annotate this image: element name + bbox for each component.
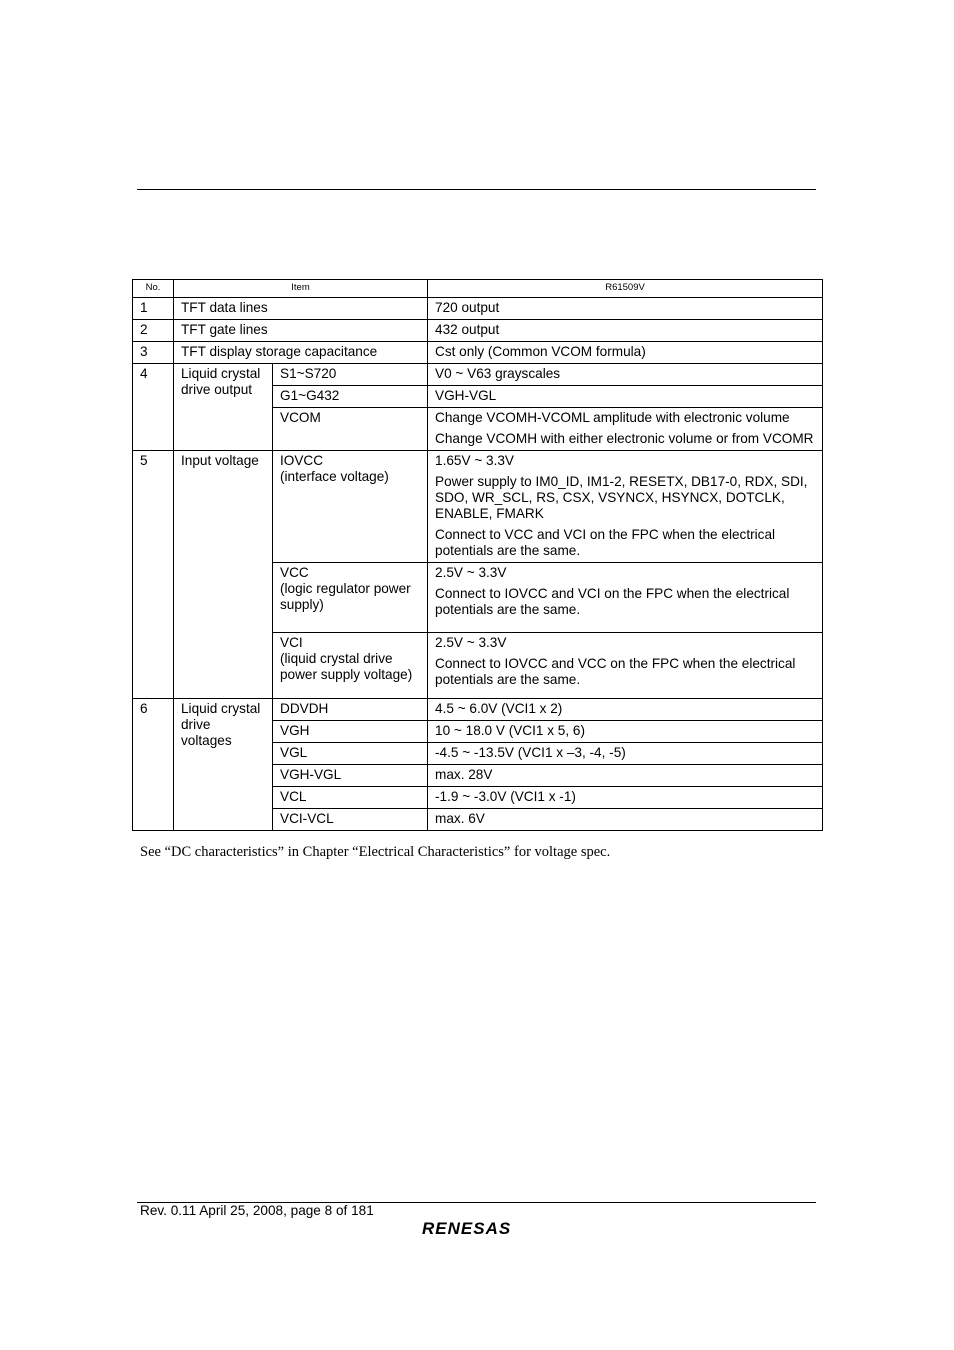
value-line: 2.5V ~ 3.3V <box>435 635 507 650</box>
sub-item-cell: S1~S720 <box>273 364 428 386</box>
value-cell: -4.5 ~ -13.5V (VCI1 x –3, -4, -5) <box>428 743 823 765</box>
row-number: 4 <box>133 364 174 451</box>
row-number: 1 <box>133 298 174 320</box>
table-row <box>133 298 823 320</box>
header-item: Item <box>174 280 428 298</box>
header-no: No. <box>133 280 174 298</box>
value-cell <box>428 408 823 451</box>
header-r61509v: R61509V <box>428 280 823 298</box>
table-header-row <box>133 280 823 298</box>
value-line: Change VCOMH with either electronic volume or from VCOMR <box>435 431 814 446</box>
value-line: 2.5V ~ 3.3V <box>435 565 507 580</box>
sub-item-cell: VCOM <box>273 408 428 451</box>
item-cell: TFT gate lines <box>174 320 428 342</box>
row-number: 2 <box>133 320 174 342</box>
value-cell: 4.5 ~ 6.0V (VCI1 x 2) <box>428 699 823 721</box>
sub-item-cell <box>273 451 428 563</box>
row-number: 6 <box>133 699 174 831</box>
item-cell: TFT display storage capacitance <box>174 342 428 364</box>
value-cell: Cst only (Common VCOM formula) <box>428 342 823 364</box>
row-number: 3 <box>133 342 174 364</box>
sub-item-cell: VCI-VCL <box>273 809 428 831</box>
sub-item-cell: DDVDH <box>273 699 428 721</box>
header-rule <box>137 189 816 190</box>
sub-item-cell: G1~G432 <box>273 386 428 408</box>
sub-item-cell: VGL <box>273 743 428 765</box>
value-line: Connect to VCC and VCI on the FPC when the electrical potentials are the same. <box>435 527 776 558</box>
item-cell: Input voltage <box>174 451 273 699</box>
table-row <box>133 364 823 386</box>
sub-item-cell <box>273 563 428 633</box>
value-cell: 10 ~ 18.0 V (VCI1 x 5, 6) <box>428 721 823 743</box>
value-cell <box>428 563 823 633</box>
value-line: Connect to IOVCC and VCC on the FPC when the electrical potentials are the same. <box>435 656 796 687</box>
value-line: 1.65V ~ 3.3V <box>435 453 514 468</box>
sub-item-text: VCI (liquid crystal drive power supply voltage) <box>280 635 413 682</box>
sub-item-cell: VGH <box>273 721 428 743</box>
specification-table <box>132 279 823 831</box>
value-cell: V0 ~ V63 grayscales <box>428 364 823 386</box>
item-cell: Liquid crystal drive output <box>174 364 273 451</box>
value-cell: -1.9 ~ -3.0V (VCI1 x -1) <box>428 787 823 809</box>
renesas-logo <box>420 1217 535 1239</box>
table-footnote: See “DC characteristics” in Chapter “Electrical Characteristics” for voltage spec. <box>140 844 611 860</box>
value-line: Change VCOMH-VCOML amplitude with electronic volume <box>435 410 790 425</box>
item-text: Liquid crystal drive voltages <box>181 701 261 748</box>
value-cell <box>428 451 823 563</box>
table-row <box>133 451 823 563</box>
renesas-logo-text: RENESAS <box>422 1219 512 1238</box>
sub-item-cell: VGH-VGL <box>273 765 428 787</box>
row-number: 5 <box>133 451 174 699</box>
value-cell: 720 output <box>428 298 823 320</box>
page-revision-info: Rev. 0.11 April 25, 2008, page 8 of 181 <box>140 1203 374 1218</box>
value-cell: 432 output <box>428 320 823 342</box>
sub-item-text: IOVCC (interface voltage) <box>280 453 389 484</box>
value-line: Connect to IOVCC and VCI on the FPC when the electrical potentials are the same. <box>435 586 790 617</box>
value-cell: max. 6V <box>428 809 823 831</box>
item-cell <box>174 699 273 831</box>
item-cell: TFT data lines <box>174 298 428 320</box>
value-cell: VGH-VGL <box>428 386 823 408</box>
table-row <box>133 699 823 721</box>
table-row <box>133 342 823 364</box>
sub-item-cell <box>273 633 428 699</box>
sub-item-text: VCC (logic regulator power supply) <box>280 565 411 612</box>
value-cell: max. 28V <box>428 765 823 787</box>
value-line: Power supply to IM0_ID, IM1-2, RESETX, DB17-0, RDX, SDI, SDO, WR_SCL, RS, CSX, VSYNCX, HSYNCX, DOTCLK, ENABLE, FMARK <box>435 474 808 521</box>
sub-item-cell: VCL <box>273 787 428 809</box>
value-cell <box>428 633 823 699</box>
table-row <box>133 320 823 342</box>
